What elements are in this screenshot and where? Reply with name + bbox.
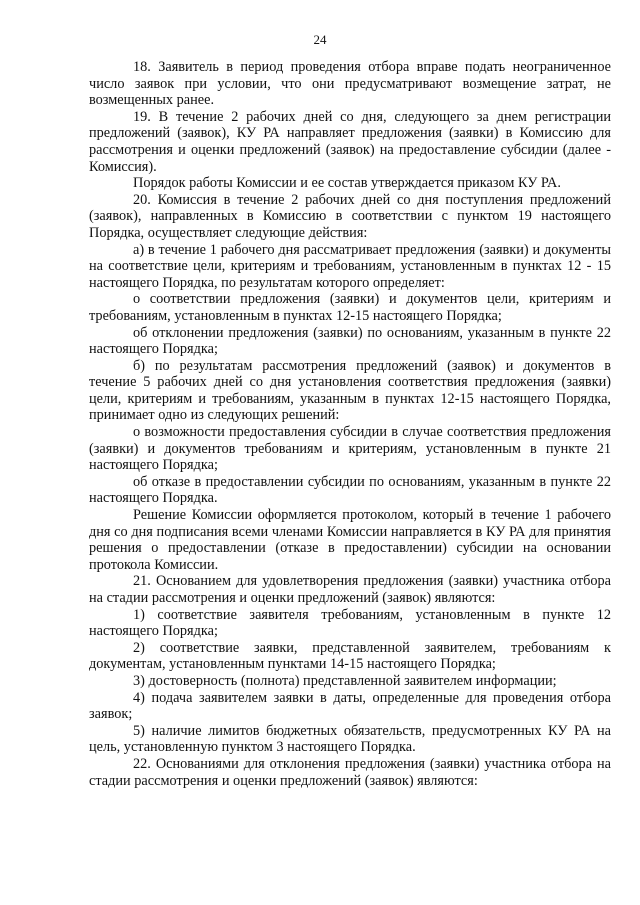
paragraph-20-b-approval: о возможности предоставления субсидии в случае соответствия предложения (заявки) и документов требованиям и критериям, установленным в пункте 21 настоящего Порядка; xyxy=(89,424,611,474)
paragraph-19: 19. В течение 2 рабочих дней со дня, следующего за днем регистрации предложений (заявок), КУ РА направляет предложения (заявки) в Комиссию для рассмотрения и оценки предложений (заявок) на предоставление субсидии (далее - Комиссия). xyxy=(89,108,611,175)
paragraph-18: 18. Заявитель в период проведения отбора вправе подать неограниченное число заявок при условии, что они предусматривают возмещение затрат, не возмещенных ранее. xyxy=(89,59,611,109)
paragraph-20-a-compliance: о соответствии предложения (заявки) и документов цели, критериям и требованиям, установленным в пунктах 12-15 настоящего Порядка; xyxy=(89,291,611,324)
page-number: 24 xyxy=(313,32,327,47)
paragraph-20: 20. Комиссия в течение 2 рабочих дней со дня поступления предложений (заявок), направленных в Комиссию в соответствии с пунктом 19 настоящего Порядка, осуществляет следующие действия: xyxy=(89,191,611,241)
paragraph-commission-decision: Решение Комиссии оформляется протоколом, который в течение 1 рабочего дня со дня подписания всеми членами Комиссии направляется в КУ РА для принятия решения о предоставлении (отказе в предоставлении) субсидии на основании протокола Комиссии. xyxy=(89,507,611,573)
paragraph-20-b-refusal: об отказе в предоставлении субсидии по основаниям, указанным в пункте 22 настоящего Порядка. xyxy=(89,473,611,507)
paragraph-20-b: б) по результатам рассмотрения предложений (заявок) и документов в течение 5 рабочих дней со дня установления соответствия предложения (заявки) цели, критериям и требованиям, указанным в пунктах 12-15 настоящего Порядка, принимает одно из следующих решений: xyxy=(89,357,611,424)
paragraph-22: 22. Основаниями для отклонения предложения (заявки) участника отбора на стадии рассмотрения и оценки предложений (заявок) являются: xyxy=(89,755,611,789)
paragraph-21: 21. Основанием для удовлетворения предложения (заявки) участника отбора на стадии рассмотрения и оценки предложений (заявок) являются: xyxy=(89,573,611,606)
document-body xyxy=(89,59,611,789)
paragraph-21-item-5: 5) наличие лимитов бюджетных обязательств, предусмотренных КУ РА на цель, установленную пунктом 3 настоящего Порядка. xyxy=(89,722,611,756)
paragraph-20-a-rejection: об отклонении предложения (заявки) по основаниям, указанным в пункте 22 настоящего Порядка; xyxy=(89,324,611,358)
paragraph-20-a: а) в течение 1 рабочего дня рассматривает предложения (заявки) и документы на соответствие цели, критериям и требованиям, установленным в пунктах 12 - 15 настоящего Порядка, по результатам которого определяет: xyxy=(89,241,611,291)
paragraph-commission-procedure: Порядок работы Комиссии и ее состав утверждается приказом КУ РА. xyxy=(133,175,561,192)
paragraph-21-item-3: 3) достоверность (полнота) представленной заявителем информации; xyxy=(133,672,557,689)
paragraph-21-item-4: 4) подача заявителем заявки в даты, определенные для проведения отбора заявок; xyxy=(89,689,611,723)
paragraph-21-item-2: 2) соответствие заявки, представленной заявителем, требованиям к документам, установленным пунктами 14-15 настоящего Порядка; xyxy=(89,639,611,673)
paragraph-21-item-1: 1) соответствие заявителя требованиям, установленным в пункте 12 настоящего Порядка; xyxy=(89,606,611,640)
